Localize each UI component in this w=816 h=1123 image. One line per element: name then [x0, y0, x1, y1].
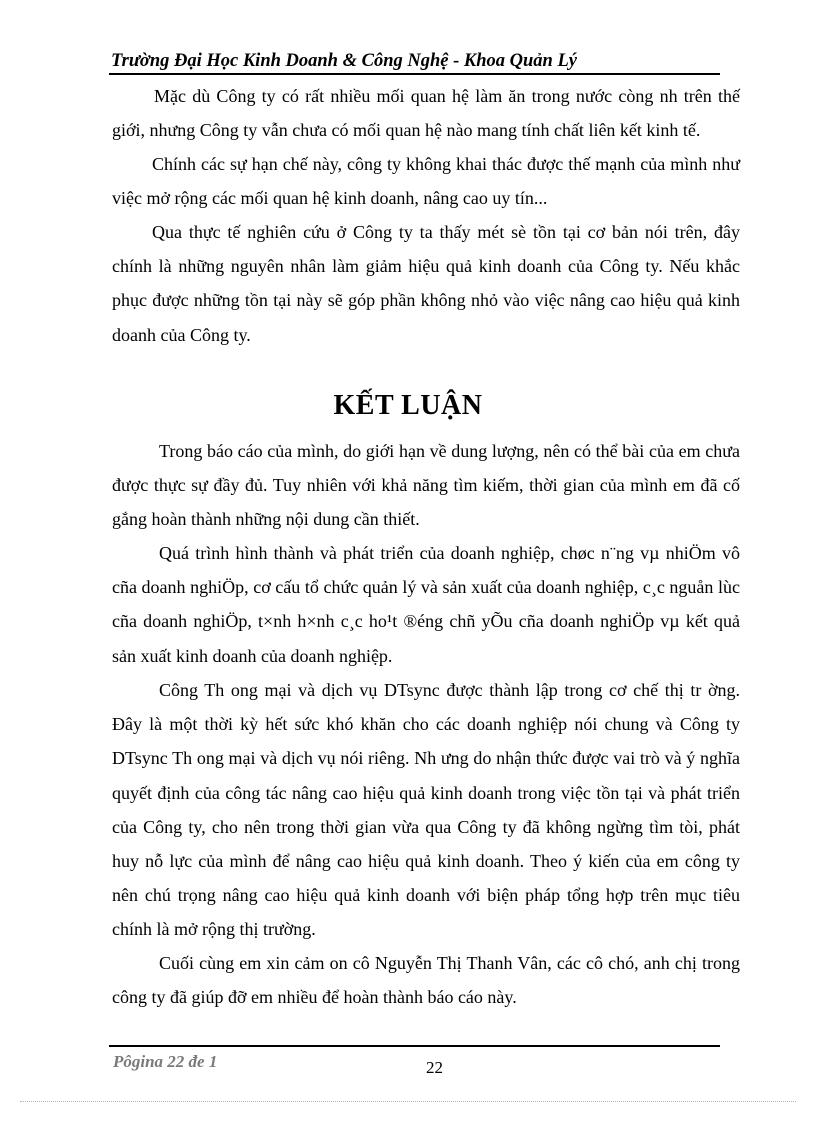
conclusion-heading: KẾT LUẬN: [333, 390, 483, 421]
body-paragraph-1: Mặc dù Công ty có rất nhiều mối quan hệ làm ăn trong nước còng nh trên thế giới, nhưng Công ty vẫn chưa có mối quan hệ nào mang tính chất liên kết kinh tế.: [112, 86, 740, 141]
conclusion-paragraph-4: Cuối cùng em xin cảm on cô Nguyễn Thị Thanh Vân, các cô chó, anh chị trong công ty đã giúp đỡ em nhiều để hoàn thành báo cáo này.: [112, 953, 740, 1008]
conclusion-paragraph-1: Trong báo cáo của mình, do giới hạn về dung lượng, nên có thể bài của em chưa được thực sự đầy đủ. Tuy nhiên với khả năng tìm kiếm, thời gian của mình em đã cố gắng hoàn thành những nội dung cần thiết.: [112, 441, 740, 530]
conclusion-paragraph-3: Công Th ong mại và dịch vụ DTsync được thành lập trong cơ chế thị tr ờng. Đây là một thời kỳ hết sức khó khăn cho các doanh nghiệp nói chung và Công ty DTsync Th ong mại và dịch vụ nói riêng. Nh ưng do nhận thức được vai trò và ý nghĩa quyết định của công tác nâng cao hiệu quả kinh doanh trong việc tồn tại và phát triển của Công ty, cho nên trong thời gian vừa qua Công ty đã không ngừng tìm tòi, phát huy nỗ lực của mình để nâng cao hiệu quả kinh doanh. Theo ý kiến của em công ty nên chú trọng nâng cao hiệu quả kinh doanh với biện pháp tổng hợp trên mục tiêu chính là mở rộng thị trường.: [112, 680, 740, 940]
body-paragraph-3: Qua thực tế nghiên cứu ở Công ty ta thấy mét sè tồn tại cơ bản nói trên, đây chính là những nguyên nhân làm giảm hiệu quả kinh doanh của Công ty. Nếu khắc phục được những tồn tại này sẽ góp phần không nhỏ vào việc nâng cao hiệu quả kinh doanh của Công ty.: [112, 222, 740, 345]
header-divider: [109, 73, 720, 75]
page-bottom-dotted-line: [20, 1101, 796, 1102]
footer-divider: [109, 1045, 720, 1047]
footer-page-label: Pôgina 22 đe 1: [113, 1052, 218, 1071]
page-number: 22: [426, 1058, 443, 1077]
page-header-title: Trường Đại Học Kinh Doanh & Công Nghệ - Khoa Quản Lý: [111, 51, 577, 71]
body-paragraph-2: Chính các sự hạn chế này, công ty không khai thác được thế mạnh của mình như việc mở rộng các mối quan hệ kinh doanh, nâng cao uy tín...: [112, 154, 740, 209]
conclusion-paragraph-2: Quá trình hình thành và phát triển của doanh nghiệp, chøc n¨ng vµ nhiÖm vô cña doanh nghiÖp, cơ cấu tổ chức quản lý và sản xuất của doanh nghiệp, c¸c nguån lùc cña doanh nghiÖp, t×nh h×nh c¸c ho¹t ®éng chñ yÕu cña doanh nghiÖp vµ kết quả sản xuất kinh doanh của doanh nghiệp.: [112, 543, 740, 666]
